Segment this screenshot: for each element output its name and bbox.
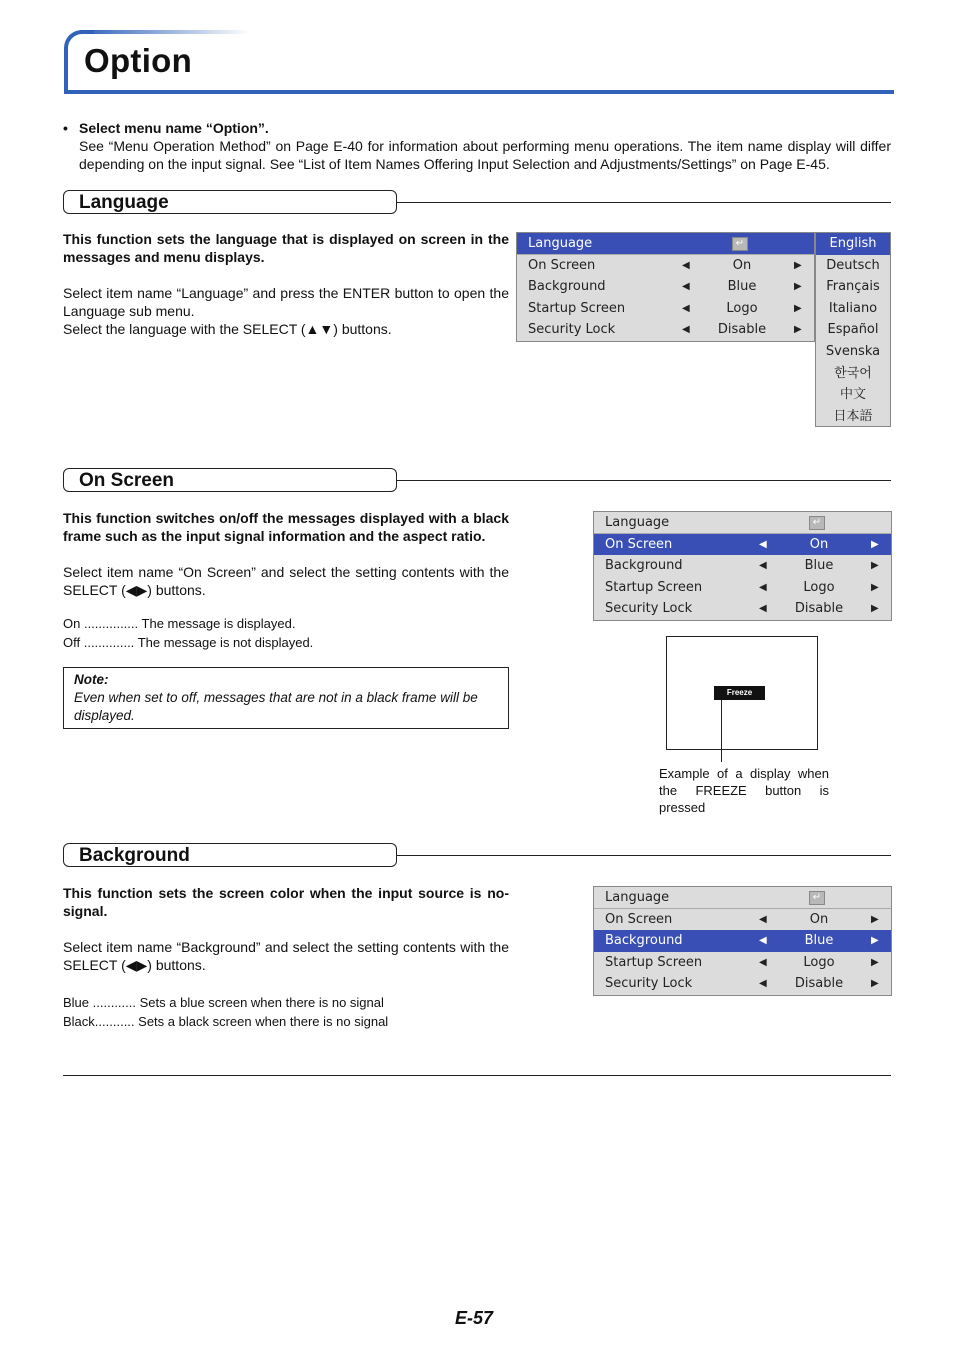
leader-line [721,700,722,762]
left-arrow-icon[interactable]: ◀ [759,978,767,990]
left-arrow-icon[interactable]: ◀ [759,581,767,593]
background-lead: This function sets the screen color when the input source is no-signal. [63,885,509,919]
menu-row[interactable] [594,555,891,577]
right-arrow-icon[interactable]: ▶ [794,324,802,336]
page-title: Option [84,42,193,79]
right-arrow-icon[interactable]: ▶ [871,581,879,593]
menu-item-label: Language [528,236,593,251]
note-text: Even when set to off, messages that are not in a black frame will be displayed. [74,690,478,723]
right-arrow-icon[interactable]: ▶ [871,956,879,968]
title-frame-bottom [64,90,894,94]
menu-item-label: Security Lock [605,601,693,617]
language-option[interactable]: Italiano [828,300,878,316]
language-option[interactable]: Français [826,279,880,295]
option-row: Black........... Sets a black screen when there is no signal [63,1014,389,1029]
title-frame-topline [80,30,250,34]
menu-item-value: Disable [717,322,767,338]
menu-row[interactable] [517,319,814,341]
menu-item-value: On [809,536,829,552]
bottom-rule [63,1075,891,1076]
section-title: On Screen [79,470,175,491]
language-option[interactable]: Svenska [825,343,881,359]
menu-item-value: Blue [727,279,757,295]
menu-row[interactable] [594,512,891,534]
intro-text: See “Menu Operation Method” on Page E-40 for information about performing menu operations. The item name display will differ depending on the input signal. See “List of Item Names Offering Input Selection and Adjustments/Settings” on Page E-45. [79,138,891,172]
menu-item-value: On [732,257,752,273]
onscreen-p1: Select item name “On Screen” and select the setting contents with the SELECT (◀▶) buttons. [63,564,509,598]
section-header-language [63,190,891,216]
bullet: • [63,120,68,136]
left-arrow-icon[interactable]: ◀ [682,302,690,314]
menu-item-value: Blue [804,558,834,574]
language-option[interactable]: 日本語 [833,408,873,424]
section-box [63,190,397,214]
left-arrow-icon[interactable]: ◀ [682,324,690,336]
left-arrow-icon[interactable]: ◀ [759,560,767,572]
language-option[interactable]: Deutsch [826,257,880,273]
left-arrow-icon[interactable]: ◀ [682,259,690,271]
section-box [63,843,397,867]
note-title: Note: [74,672,109,687]
enter-icon: ↵ [809,516,825,530]
background-description [63,884,509,974]
menu-row[interactable] [517,255,814,277]
menu-row[interactable] [594,887,891,909]
section-box [63,468,397,492]
page-number: E-57 [455,1308,494,1328]
menu-row[interactable] [517,276,814,298]
menu-item-value: Logo [726,300,758,316]
intro [63,119,891,173]
onscreen-options [63,614,313,652]
language-lead: This function sets the language that is displayed on screen in the messages and menu displays. [63,231,509,265]
menu-row[interactable] [517,298,814,320]
right-arrow-icon[interactable]: ▶ [871,603,879,615]
menu-item-label: On Screen [605,536,673,552]
section-rule [397,202,891,203]
onscreen-lead: This function switches on/off the messages displayed with a black frame such as the input signal information and the aspect ratio. [63,510,509,544]
language-option[interactable]: 中文 [839,387,866,403]
menu-item-label: Security Lock [605,976,693,992]
menu-item-value: Blue [804,933,834,949]
menu-item-label: Startup Screen [605,579,703,595]
menu-row[interactable] [594,952,891,974]
menu-item-value: Logo [803,579,835,595]
right-arrow-icon[interactable]: ▶ [871,978,879,990]
menu-item-value: Disable [794,976,844,992]
menu-item-label: Startup Screen [605,954,703,970]
note-box [63,667,509,729]
menu-item-label: Security Lock [528,322,616,338]
background-p1: Select item name “Background” and select the setting contents with the SELECT (◀▶) buttons. [63,939,509,973]
section-title: Background [79,845,190,866]
menu-item-label: Background [605,933,683,949]
menu-row[interactable] [594,598,891,620]
left-arrow-icon[interactable]: ◀ [759,913,767,925]
section-rule [397,480,891,481]
osd-menu-onscreen [593,511,892,621]
menu-row[interactable] [594,534,891,556]
menu-item-value: Disable [794,601,844,617]
enter-icon: ↵ [809,891,825,905]
section-rule [397,855,891,856]
left-arrow-icon[interactable]: ◀ [759,935,767,947]
right-arrow-icon[interactable]: ▶ [871,538,879,550]
onscreen-description [63,509,509,599]
left-arrow-icon[interactable]: ◀ [759,538,767,550]
left-arrow-icon[interactable]: ◀ [759,603,767,615]
option-row: Off .............. The message is not displayed. [63,635,314,650]
osd-menu-language [516,232,815,342]
right-arrow-icon[interactable]: ▶ [871,935,879,947]
menu-item-value: On [809,911,829,927]
menu-row[interactable] [594,930,891,952]
language-option[interactable]: 한국어 [834,365,872,381]
left-arrow-icon[interactable]: ◀ [682,281,690,293]
right-arrow-icon[interactable]: ▶ [794,281,802,293]
menu-item-label: Background [528,279,606,295]
menu-row[interactable] [594,973,891,995]
enter-icon: ↵ [732,237,748,251]
language-option[interactable]: English [816,233,890,255]
language-p2: Select the language with the SELECT (▲▼) buttons. [63,321,392,337]
menu-row[interactable] [594,909,891,931]
menu-item-label: Background [605,558,683,574]
freeze-caption: Example of a display when the FREEZE button is pressed [659,766,829,815]
language-submenu [815,232,891,427]
right-arrow-icon[interactable]: ▶ [871,913,879,925]
menu-row[interactable] [517,233,814,255]
menu-item-label: On Screen [605,911,673,927]
option-row: On ............... The message is displayed. [63,616,296,631]
menu-item-label: Startup Screen [528,300,626,316]
section-header-background [63,843,891,869]
menu-item-label: On Screen [528,257,596,273]
title-frame-left [64,48,68,94]
menu-item-label: Language [605,890,670,905]
language-option[interactable]: Español [827,322,879,338]
intro-heading: Select menu name “Option”. [79,120,269,136]
menu-item-label: Language [605,515,670,530]
menu-item-value: Logo [803,954,835,970]
language-p1: Select item name “Language” and press the ENTER button to open the Language sub menu. [63,285,509,319]
menu-row[interactable] [594,577,891,599]
language-description [63,230,509,338]
right-arrow-icon[interactable]: ▶ [871,560,879,572]
section-title: Language [79,192,169,213]
background-options [63,993,388,1031]
right-arrow-icon[interactable]: ▶ [794,259,802,271]
right-arrow-icon[interactable]: ▶ [794,302,802,314]
section-header-onscreen [63,468,891,494]
freeze-message: Freeze [714,686,765,700]
option-row: Blue ............ Sets a blue screen when there is no signal [63,995,384,1010]
left-arrow-icon[interactable]: ◀ [759,956,767,968]
osd-menu-background [593,886,892,996]
